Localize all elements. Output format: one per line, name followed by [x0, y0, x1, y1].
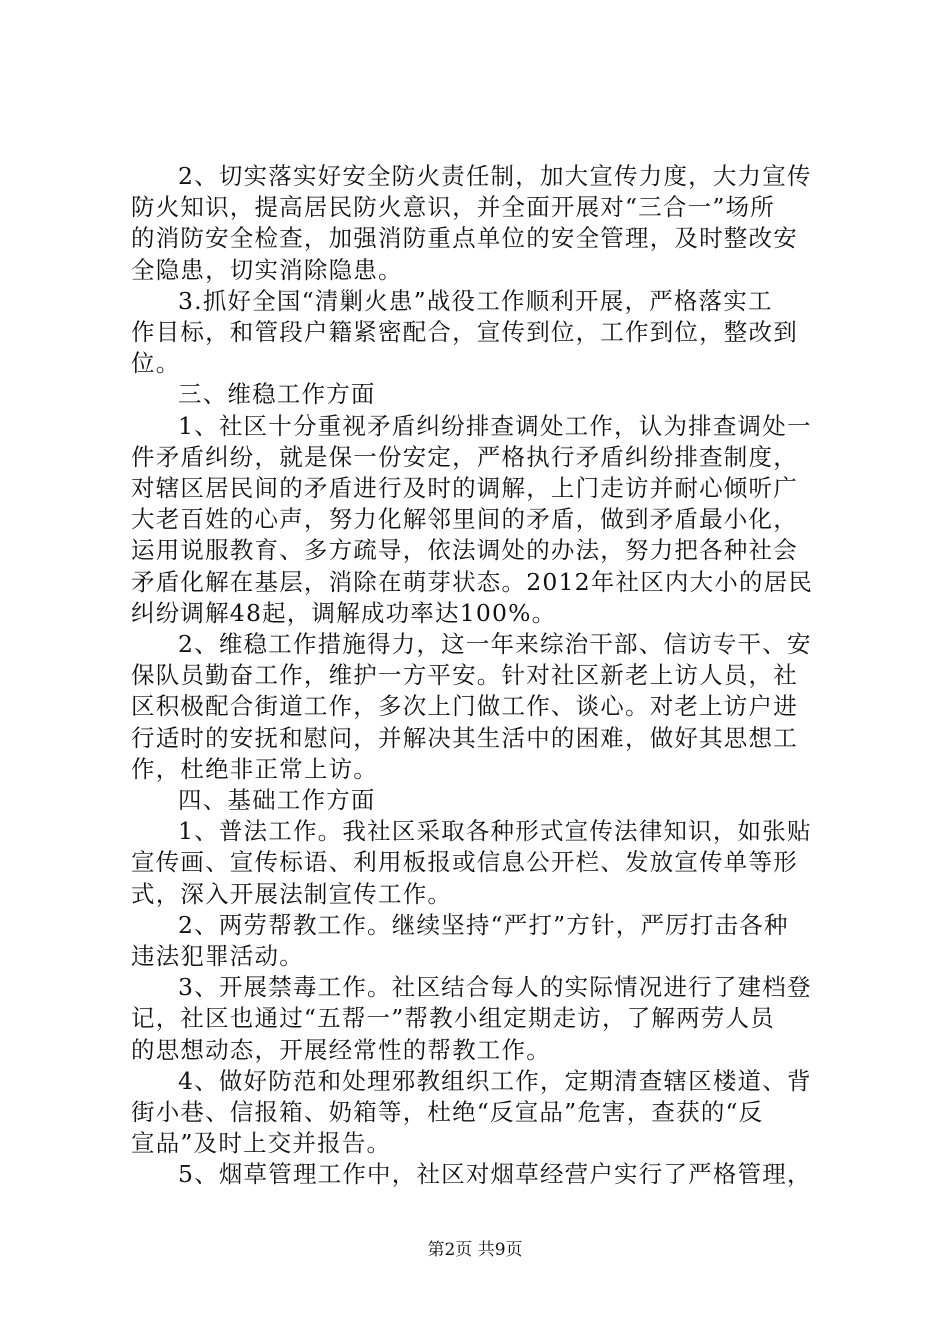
text-line: 记，社区也通过“五帮一”帮教小组定期走访，了解两劳人员: [131, 1004, 775, 1032]
text-line: 1、社区十分重视矛盾纠纷排查调处工作，认为排查调处一: [178, 412, 812, 440]
text-line: 件矛盾纠纷，就是保一份安定，严格执行矛盾纠纷排查制度，: [131, 443, 798, 471]
text-line: 1、普法工作。我社区采取各种形式宣传法律知识，如张贴: [178, 817, 812, 845]
text-line: 保队员勤奋工作，维护一方平安。针对社区新老上访人员，社: [131, 661, 798, 689]
text-line: 5、烟草管理工作中，社区对烟草经营户实行了严格管理，: [178, 1160, 812, 1188]
text-line: 式，深入开展法制宣传工作。: [131, 880, 453, 908]
text-line: 作，杜绝非正常上访。: [131, 755, 378, 783]
text-line: 对辖区居民间的矛盾进行及时的调解，上门走访并耐心倾听广: [131, 474, 798, 502]
text-line: 3、开展禁毒工作。社区结合每人的实际情况进行了建档登: [178, 973, 812, 1001]
text-line: 纠纷调解48起，调解成功率达100%。: [131, 599, 557, 627]
text-line: 防火知识，提高居民防火意识，并全面开展对“三合一”场所: [131, 193, 775, 221]
text-line: 大老百姓的心声，努力化解邻里间的矛盾，做到矛盾最小化，: [131, 505, 798, 533]
text-line: 街小巷、信报箱、奶箱等，杜绝“反宣品”危害，查获的“反: [131, 1098, 764, 1126]
section-heading: 四、基础工作方面: [178, 786, 376, 814]
text-line: 行适时的安抚和慰问，并解决其生活中的困难，做好其思想工: [131, 724, 798, 752]
text-line: 违法犯罪活动。: [131, 942, 304, 970]
text-line: 4、做好防范和处理邪教组织工作，定期清查辖区楼道、背: [178, 1067, 812, 1095]
text-line: 2、维稳工作措施得力，这一年来综治干部、信访专干、安: [178, 630, 812, 658]
text-line: 2、切实落实好安全防火责任制，加大宣传力度，大力宣传: [178, 162, 812, 190]
section-heading: 三、维稳工作方面: [178, 380, 376, 408]
text-line: 2、两劳帮教工作。继续坚持“严打”方针，严厉打击各种: [178, 911, 789, 939]
text-line: 区积极配合街道工作，多次上门做工作、谈心。对老上访户进: [131, 692, 798, 720]
text-line: 宣品”及时上交并报告。: [131, 1129, 392, 1157]
text-line: 全隐患，切实消除隐患。: [131, 256, 403, 284]
text-line: 3.抓好全国“清剿火患”战役工作顺利开展，严格落实工: [178, 287, 773, 315]
text-line: 宣传画、宣传标语、利用板报或信息公开栏、发放宣传单等形: [131, 848, 798, 876]
text-line: 作目标，和管段户籍紧密配合，宣传到位，工作到位，整改到: [131, 318, 798, 346]
page-number: 第2页 共9页: [427, 1240, 523, 1260]
text-line: 矛盾化解在基层，消除在萌芽状态。2012年社区内大小的居民: [131, 568, 814, 596]
text-line: 的消防安全检查，加强消防重点单位的安全管理，及时整改安: [131, 224, 798, 252]
text-line: 位。: [131, 349, 181, 377]
text-line: 运用说服教育、多方疏导，依法调处的办法，努力把各种社会: [131, 536, 798, 564]
text-line: 的思想动态，开展经常性的帮教工作。: [131, 1036, 551, 1064]
